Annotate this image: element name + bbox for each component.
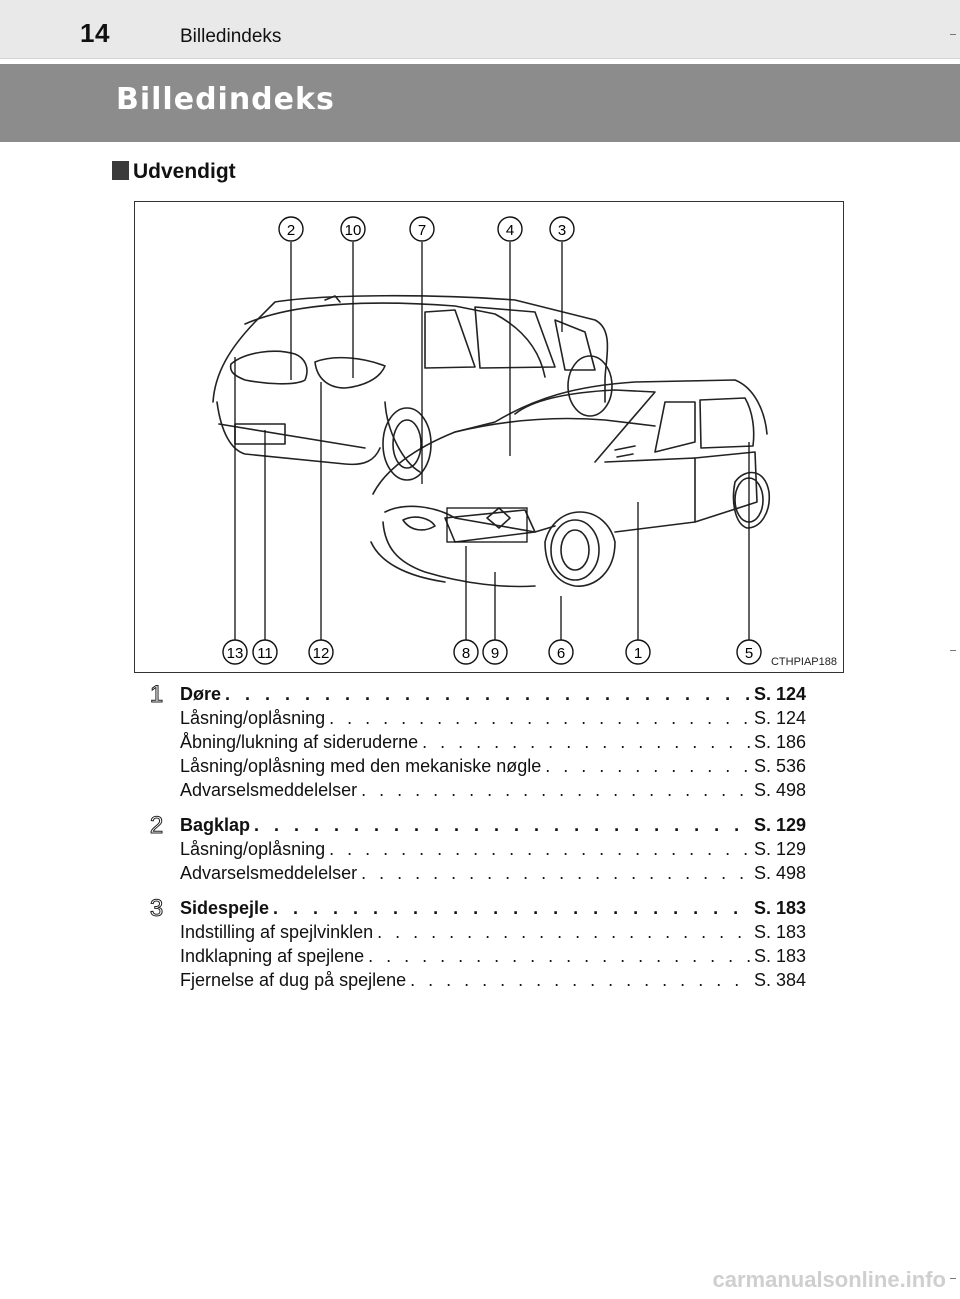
entry-label: Bagklap — [180, 815, 251, 835]
callout-label: 5 — [744, 645, 754, 662]
entry-number: 3 — [149, 895, 164, 922]
page-ref: S. 536 — [753, 756, 806, 776]
page-ref: S. 183 — [753, 898, 806, 918]
top-callouts — [279, 217, 574, 241]
leader-dots — [410, 970, 750, 991]
leader-dots — [368, 946, 750, 967]
entry-label: Låsning/oplåsning — [180, 839, 326, 859]
entry-label: Låsning/oplåsning — [180, 708, 326, 728]
entry-label: Døre — [180, 684, 222, 704]
leader-dots — [422, 732, 750, 753]
section-marker — [112, 161, 129, 180]
page-ref: S. 384 — [753, 970, 806, 990]
entry-number: 1 — [149, 681, 164, 708]
entry-sub-line[interactable] — [180, 708, 806, 732]
callout-label: 10 — [344, 222, 362, 239]
page-ref: S. 186 — [753, 732, 806, 752]
page-ref: S. 498 — [753, 780, 806, 800]
entry-label: Åbning/lukning af sideruderne — [180, 732, 419, 752]
figure-code: CTHPIAP188 — [770, 656, 837, 668]
leader-dots — [254, 815, 750, 836]
crop-mark — [950, 34, 956, 35]
entry-label: Advarselsmeddelelser — [180, 863, 358, 883]
entry-sub-line[interactable] — [180, 863, 806, 887]
entry-sub-line[interactable] — [180, 839, 806, 863]
callout-label: 3 — [557, 222, 567, 239]
entry-label: Advarselsmeddelelser — [180, 780, 358, 800]
entry-sub-line[interactable] — [180, 970, 806, 994]
car-exterior-figure — [134, 201, 844, 673]
car-illustration — [135, 202, 843, 672]
entry-main-line[interactable] — [180, 815, 806, 839]
entry-label: Fjernelse af dug på spejlene — [180, 970, 407, 990]
callout-label: 6 — [556, 645, 566, 662]
crop-mark — [950, 650, 956, 651]
page-ref: S. 124 — [753, 684, 806, 704]
callout-label: 13 — [226, 645, 244, 662]
leader-dots — [361, 863, 750, 884]
entry-label: Indklapning af spejlene — [180, 946, 365, 966]
page-title: Billedindeks — [116, 82, 335, 117]
bottom-callouts — [223, 640, 761, 664]
leader-dots — [545, 756, 750, 777]
section-title: Udvendigt — [133, 160, 236, 183]
entry-sub-line[interactable] — [180, 732, 806, 756]
callout-label: 1 — [633, 645, 643, 662]
entry-label: Indstilling af spejlvinklen — [180, 922, 374, 942]
entry-label: Sidespejle — [180, 898, 270, 918]
leader-dots — [377, 922, 750, 943]
entry-main-line[interactable] — [180, 684, 806, 708]
entry-sub-line[interactable] — [180, 756, 806, 780]
leader-dots — [361, 780, 750, 801]
entry-sub-line[interactable] — [180, 780, 806, 804]
page-ref: S. 129 — [753, 815, 806, 835]
entry-sub-line[interactable] — [180, 922, 806, 946]
callout-label: 7 — [417, 222, 427, 239]
page-ref: S. 498 — [753, 863, 806, 883]
leader-dots — [329, 708, 750, 729]
page-ref: S. 129 — [753, 839, 806, 859]
entry-number: 2 — [149, 812, 164, 839]
callout-label: 2 — [286, 222, 296, 239]
page-ref: S. 183 — [753, 922, 806, 942]
running-title: Billedindeks — [180, 26, 282, 47]
leader-dots — [273, 898, 750, 919]
entry-main-line[interactable] — [180, 898, 806, 922]
page-ref: S. 124 — [753, 708, 806, 728]
page-number: 14 — [80, 18, 110, 48]
watermark: carmanualsonline.info — [712, 1267, 946, 1292]
leader-dots — [225, 684, 750, 705]
crop-mark — [950, 1278, 956, 1279]
callout-label: 9 — [490, 645, 500, 662]
page-ref: S. 183 — [753, 946, 806, 966]
callout-label: 11 — [257, 645, 273, 662]
entry-label: Låsning/oplåsning med den mekaniske nøgle — [180, 756, 542, 776]
callout-label: 4 — [505, 222, 515, 239]
entry-sub-line[interactable] — [180, 946, 806, 970]
callout-label: 8 — [461, 645, 471, 662]
callout-label: 12 — [312, 645, 330, 662]
page-header-bar — [0, 0, 960, 59]
leader-dots — [329, 839, 750, 860]
